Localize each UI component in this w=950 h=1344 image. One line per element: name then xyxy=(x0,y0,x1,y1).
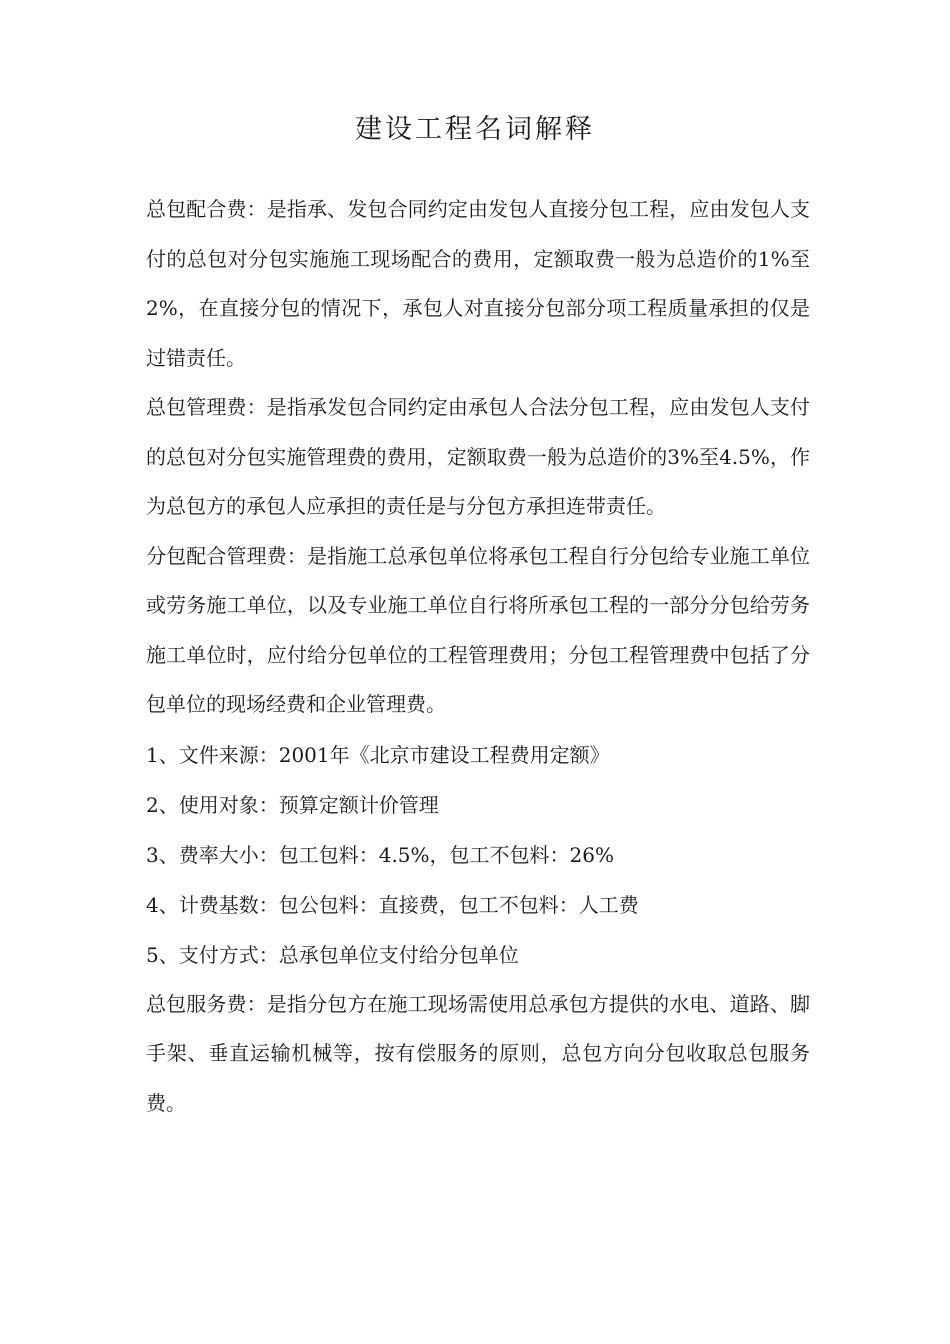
list-item-file-source: 1、文件来源：2001年《北京市建设工程费用定额》 xyxy=(146,742,610,767)
paragraph-general-contract-service-fee: 总包服务费：是指分包方在施工现场需使用总承包方提供的水电、道路、脚手架、垂直运输机械等，按有偿服务的原则，总包方向分包收取总包服务费。 xyxy=(146,991,810,1115)
paragraph-subcontract-coordination-management-fee: 分包配合管理费：是指施工总承包单位将承包工程自行分包给专业施工单位或劳务施工单位，以及专业施工单位自行将所承包工程的一部分分包给劳务施工单位时，应付给分包单位的工程管理费用；分包工程管理费中包括了分包单位的现场经费和企业管理费。 xyxy=(146,543,810,716)
paragraph-general-contract-coordination-fee: 总包配合费：是指承、发包合同约定由发包人直接分包工程，应由发包人支付的总包对分包实施施工现场配合的费用，定额取费一般为总造价的1%至2%，在直接分包的情况下，承包人对直接分包部分项工程质量承担的仅是过错责任。 xyxy=(146,197,810,370)
list-item-payment-method: 5、支付方式：总承包单位支付给分包单位 xyxy=(146,942,519,967)
paragraph-general-contract-management-fee: 总包管理费：是指承发包合同约定由承包人合法分包工程，应由发包人支付的总包对分包实施管理费的费用，定额取费一般为总造价的3%至4.5%，作为总包方的承包人应承担的责任是与分包方承担连带责任。 xyxy=(146,395,810,518)
document-body xyxy=(146,185,810,1128)
list-item-applicable-object: 2、使用对象：预算定额计价管理 xyxy=(146,792,439,817)
list-item-rate: 3、费率大小：包工包料：4.5%，包工不包料：26% xyxy=(146,842,614,867)
list-item-calculation-base: 4、计费基数：包公包料：直接费，包工不包料：人工费 xyxy=(146,892,639,917)
document-title: 建设工程名词解释 xyxy=(355,114,595,145)
